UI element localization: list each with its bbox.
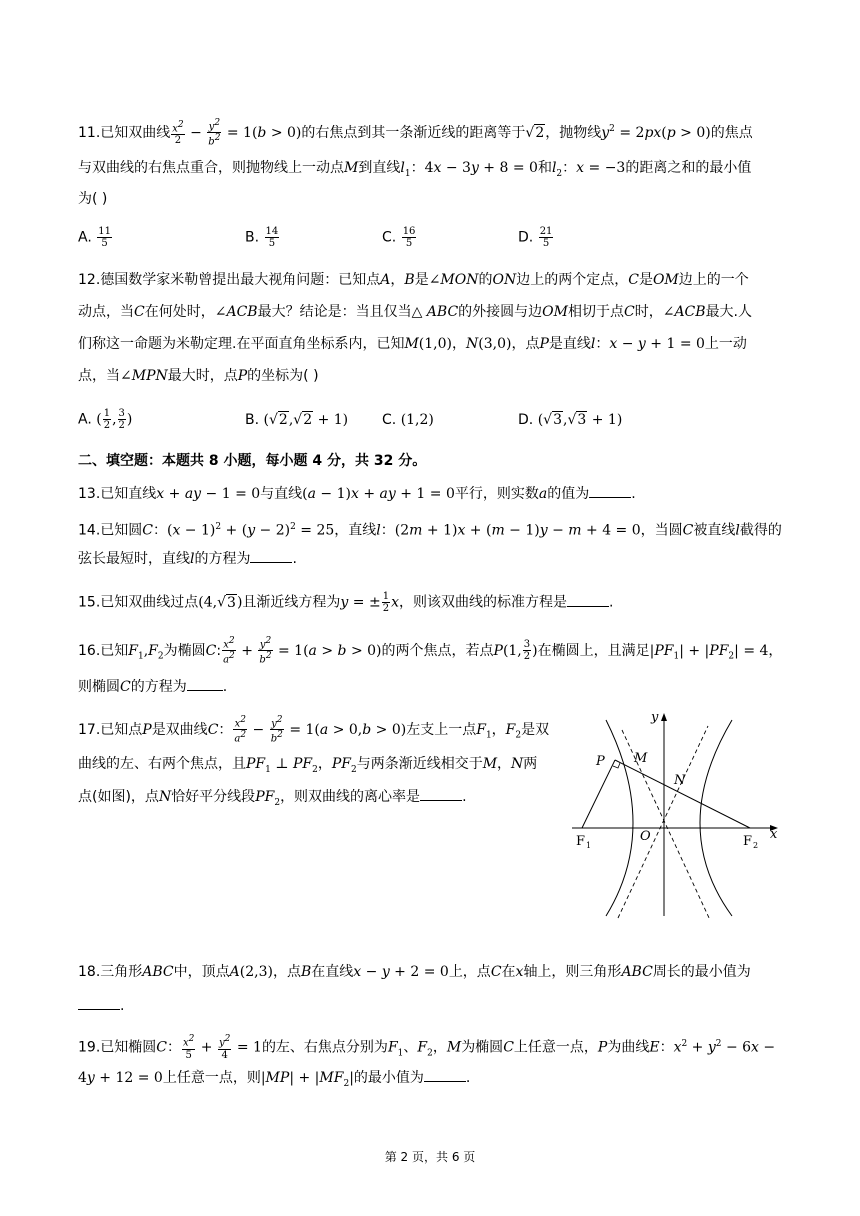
hyperbola-figure (565, 702, 790, 920)
q17-line-3: 点(如图)，点N恰好平分线段$PF_2$，则双曲线的离心率是 . (78, 789, 467, 808)
page-footer: 第 2 页，共 6 页 (384, 1150, 476, 1164)
q18-line-2: . (78, 996, 124, 1016)
hyperbola-right-branch (700, 720, 732, 916)
q18-line-1: 18.三角形ABC中，顶点A(2,3)，点B在直线x − y + 2 = 0上，点C在x轴上，则三角形ABC周长的最小值为 (78, 964, 751, 980)
q11-option-d: D. $\frac{21}{5}$ (518, 226, 553, 249)
q12-option-d: D. (√3,√3 + 1) (518, 412, 623, 428)
q12-line-2: 动点，当C在何处时，∠ACB最大？结论是：当且仅当△ ABC的外接圆与边OM相切于点C时，∠ACB最大.人 (78, 304, 753, 320)
q16-line-2: 则椭圆C的方程为 . (78, 679, 228, 695)
label-m: M (634, 751, 648, 766)
segment-pf2 (615, 760, 750, 828)
label-f2-sub: 2 (753, 841, 759, 850)
q11-option-c: C. $\frac{16}{5}$ (382, 226, 416, 249)
q13: 13.已知直线x + ay − 1 = 0与直线(a − 1)x + ay + 1 = 0平行，则实数a的值为 . (78, 486, 636, 502)
q19-line-1: 19.已知椭圆C： $\frac{x^2}{5}$ + $\frac{y^2}{4}$ = 1的左、右焦点分别为$F_1$、$F_2$，M为椭圆C上任意一点，P为曲线E：$x^2 + y^2 - 6x$ − (78, 1034, 776, 1061)
q17-line-1: 17.已知点P是双曲线C： $\frac{x^2}{a^2}$ − $\frac{y^2}{b^2}$ = 1(a > 0,b > 0)左支上一点$F_1$，$F_2$是双 (78, 715, 550, 745)
hyperbola-left-branch (606, 720, 633, 916)
q11-option-b: B. $\frac{14}{5}$ (245, 226, 279, 249)
label-y: y (651, 710, 659, 725)
q11-line-1: 11.已知双曲线 $\frac{x^2}{2}$ − $\frac{y^2}{b^2}$ = 1(b > 0)的右焦点到其一条渐近线的距离等于√2，抛物线$y^2 = 2px(p > 0)$的焦点 (78, 118, 753, 148)
label-p: P (596, 754, 605, 769)
q12-line-3: 们称这一命题为米勒定理.在平面直角坐标系内，已知M(1,0)，N(3,0)，点P是直线l：x − y + 1 = 0上一动 (78, 336, 747, 352)
q11-option-a: A. $\frac{11}{5}$ (78, 226, 111, 249)
q19-line-2: 4y + 12 = 0上任意一点，则$|MP| + |MF_2|$的最小值为 . (78, 1070, 471, 1089)
q14-line-1: 14.已知圆C：$(x - 1)^2 + (y - 2)^2 = 25$，直线l：(2m + 1)x + (m − 1)y − m + 4 = 0，当圆C被直线l截得的 (78, 522, 782, 539)
q14-line-2: 弦长最短时，直线l的方程为 . (78, 551, 297, 567)
right-angle-mark (613, 763, 620, 768)
asymptote-2 (618, 726, 708, 918)
q16-line-1: 16.已知$F_1,F_2$为椭圆C: $\frac{x^2}{a^2}$ + $\frac{y^2}{b^2}$ = 1(a > b > 0)的两个焦点，若点P(1, $\frac{3}{2}$ )在椭圆上，且满足$|PF_1| + |PF_2| = 4$， (78, 636, 783, 666)
label-f2: F (743, 834, 753, 849)
q12-option-b: B. (√2,√2 + 1) (245, 412, 349, 428)
label-x: x (770, 827, 778, 842)
q11-line-3: 为( ) (78, 191, 108, 207)
q12-option-a: A. ( $\frac{1}{2}$ , $\frac{3}{2}$ ) (78, 408, 133, 431)
y-axis-arrow (661, 713, 667, 721)
q12-line-1: 12.德国数学家米勒曾提出最大视角问题：已知点A，B是∠MON的ON边上的两个定点，C是OM边上的一个 (78, 272, 749, 288)
q17-line-2: 曲线的左、右两个焦点，且$PF_1$ ⊥ $PF_2$，$PF_2$与两条渐近线相交于M，N两 (78, 756, 538, 775)
segment-pf1 (582, 760, 615, 828)
label-n: N (674, 773, 686, 788)
label-f1: F (576, 834, 586, 849)
label-o: O (640, 829, 651, 844)
q12-line-4: 点，当∠MPN最大时，点P的坐标为( ) (78, 368, 319, 384)
q15: 15.已知双曲线过点(4,√3)且渐近线方程为y = ± $\frac{1}{2}$ x，则该双曲线的标准方程是 . (78, 591, 614, 614)
label-f1-sub: 1 (586, 841, 592, 850)
section-heading: 二、填空题：本题共 8 小题，每小题 4 分，共 32 分。 (78, 453, 427, 469)
q11-line-2: 与双曲线的右焦点重合，则抛物线上一动点M到直线$l_1$：4x − 3y + 8 = 0和$l_2$：x = −3的距离之和的最小值 (78, 160, 752, 179)
q12-option-c: C. (1,2) (382, 412, 434, 428)
